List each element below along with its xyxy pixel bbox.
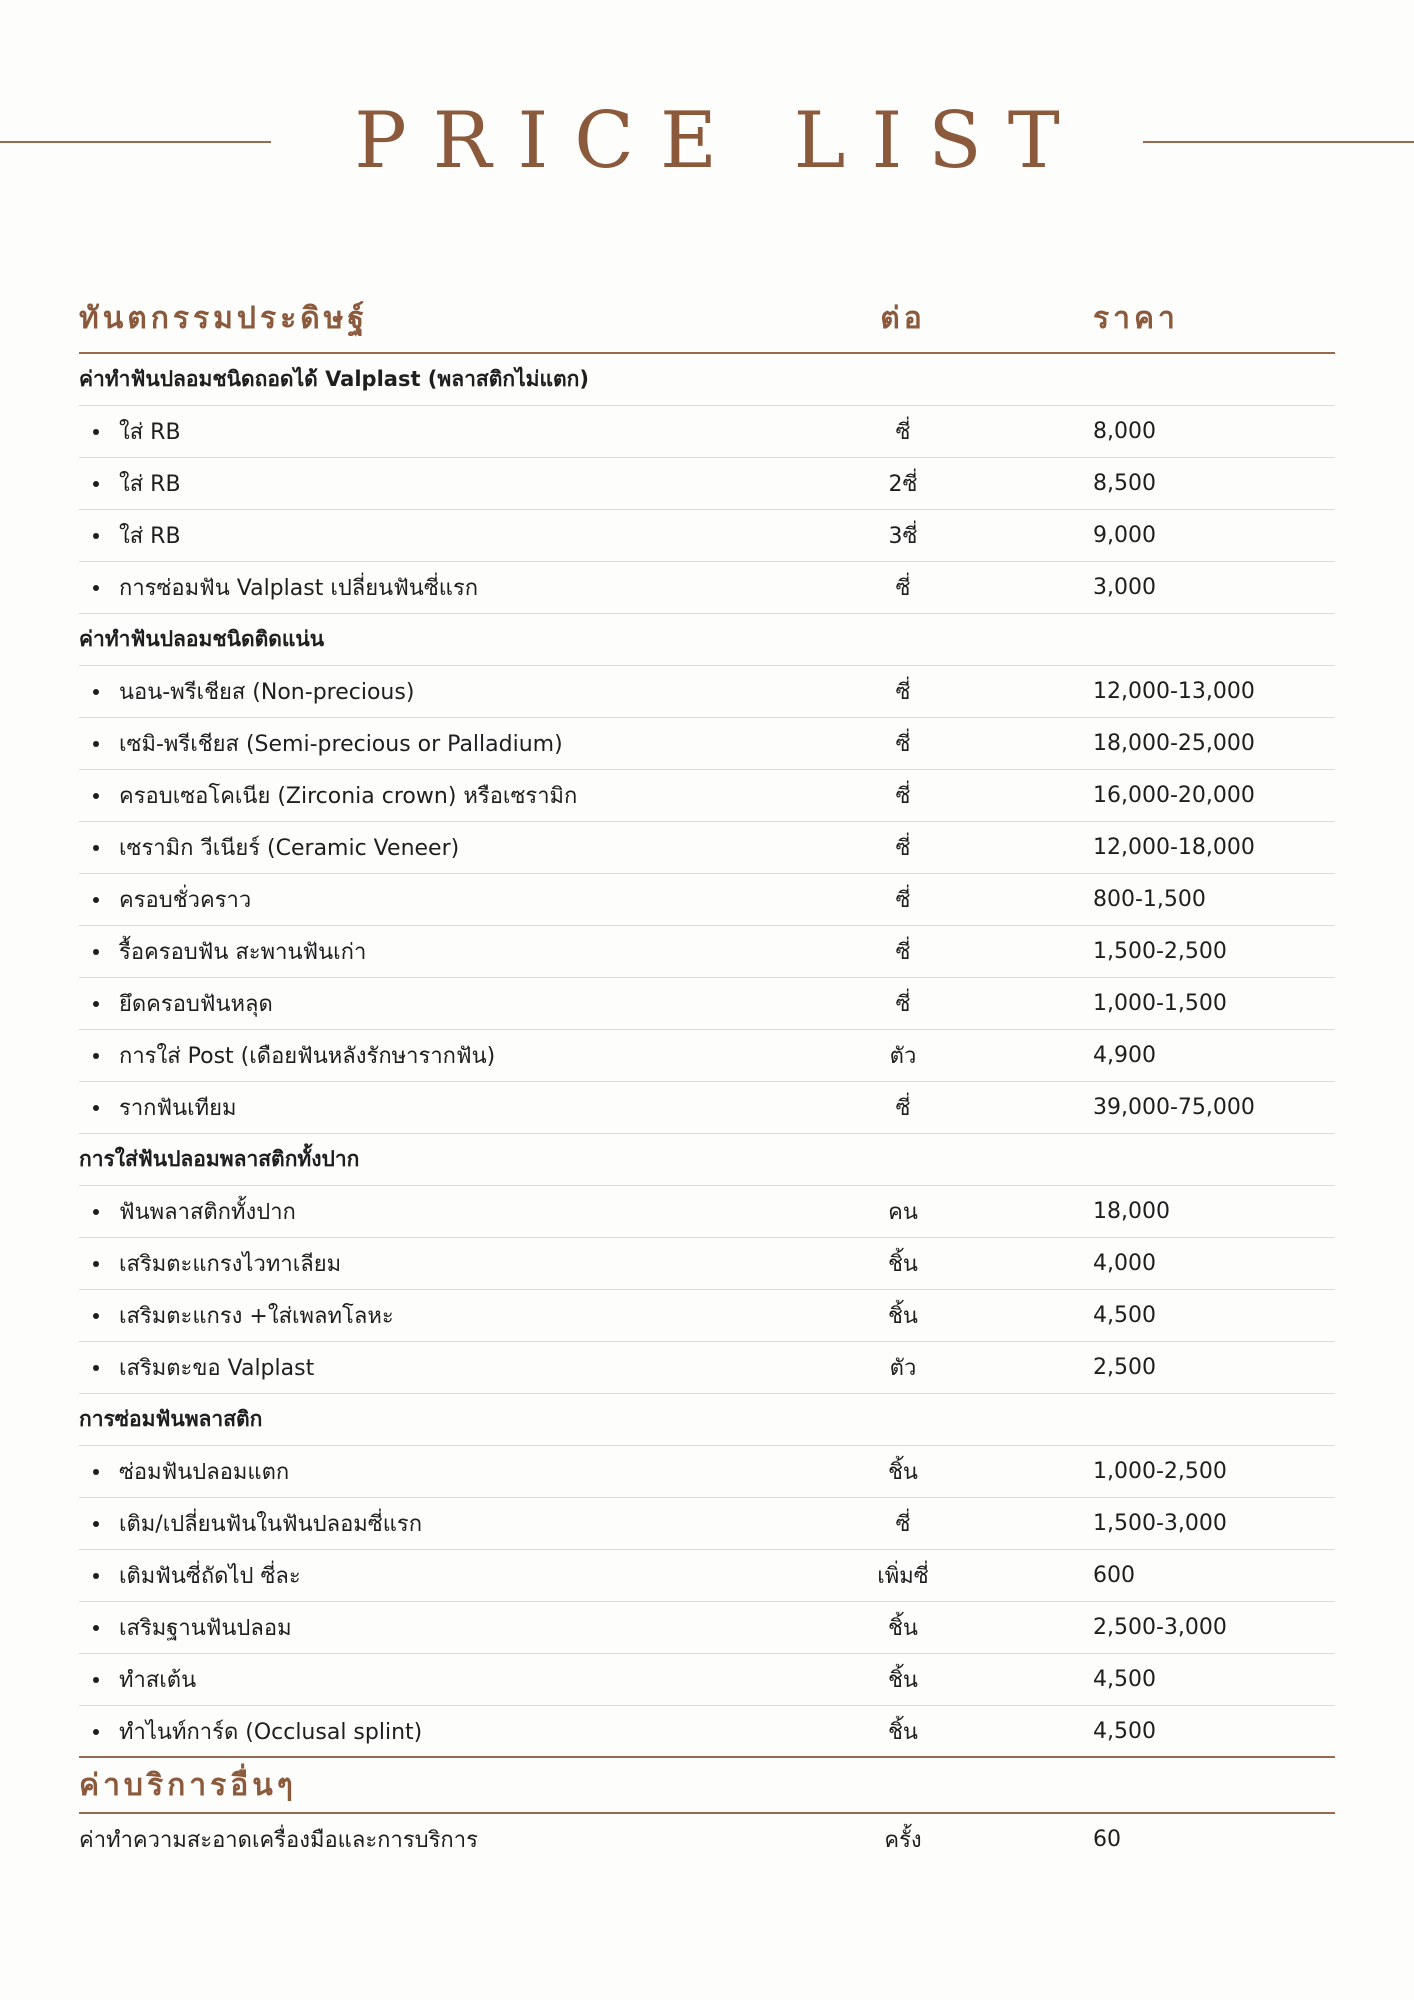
item-name: การซ่อมฟัน Valplast เปลี่ยนฟันซี่แรก [119, 576, 479, 601]
item-price: 4,500 [1093, 1303, 1156, 1328]
table-row [79, 1814, 1335, 1865]
bullet-icon [93, 1469, 99, 1475]
bullet-icon [93, 949, 99, 955]
item-name-cell [79, 1506, 839, 1541]
table-row [79, 1030, 1335, 1082]
section-title: การใส่ฟันปลอมพลาสติกทั้งปาก [79, 1147, 360, 1171]
table-row [79, 510, 1335, 562]
item-name-cell [79, 518, 839, 553]
table-row [79, 1654, 1335, 1706]
item-price: 1,500-3,000 [1093, 1511, 1227, 1536]
bullet-icon [93, 1521, 99, 1527]
item-unit: ชิ้น [888, 1720, 918, 1745]
item-unit: 2ซี่ [888, 472, 918, 497]
item-name: รากฟันเทียม [119, 1096, 237, 1121]
item-price: 2,500-3,000 [1093, 1615, 1227, 1640]
item-name-cell [79, 1610, 839, 1645]
item-name: ทำไนท์การ์ด (Occlusal splint) [119, 1720, 423, 1745]
bullet-icon [93, 845, 99, 851]
item-name: เสริมตะขอ Valplast [119, 1356, 315, 1381]
bullet-icon [93, 1209, 99, 1215]
table-row [79, 1706, 1335, 1757]
item-unit: ซี่ [895, 1096, 911, 1121]
item-name-cell [79, 1350, 839, 1385]
section-heading [79, 614, 1335, 666]
bullet-icon [93, 897, 99, 903]
item-name: เซมิ-พรีเชียส (Semi-precious or Palladium) [119, 732, 563, 757]
item-price: 4,900 [1093, 1043, 1156, 1068]
item-unit: ซี่ [895, 732, 911, 757]
item-price: 4,000 [1093, 1251, 1156, 1276]
item-unit: ชิ้น [888, 1460, 918, 1485]
item-name: ครอบชั่วคราว [119, 888, 252, 913]
item-unit: ซี่ [895, 1512, 911, 1537]
item-name-cell [79, 1298, 839, 1333]
other-services-heading [79, 1756, 1335, 1814]
bullet-icon [93, 1729, 99, 1735]
section-heading [79, 1134, 1335, 1186]
item-name: ค่าทำความสะอาดเครื่องมือและการบริการ [79, 1828, 478, 1853]
item-name-cell [79, 934, 839, 969]
item-name: ยึดครอบฟันหลุด [119, 992, 273, 1017]
table-row [79, 1602, 1335, 1654]
table-row [79, 978, 1335, 1030]
item-unit: ตัว [889, 1356, 917, 1381]
item-price: 18,000 [1093, 1199, 1170, 1224]
bullet-icon [93, 1313, 99, 1319]
bullet-icon [93, 1677, 99, 1683]
item-price: 4,500 [1093, 1667, 1156, 1692]
item-name-cell [79, 466, 839, 501]
bullet-icon [93, 1625, 99, 1631]
item-name-cell [79, 1454, 839, 1489]
item-price: 1,000-2,500 [1093, 1459, 1227, 1484]
item-name-cell [79, 1246, 839, 1281]
item-unit: ซี่ [895, 784, 911, 809]
bullet-icon [93, 585, 99, 591]
item-unit: ซี่ [895, 940, 911, 965]
item-name-cell [79, 1558, 839, 1593]
item-name-cell [79, 570, 839, 605]
item-name: ซ่อมฟันปลอมแตก [119, 1460, 290, 1485]
item-price: 39,000-75,000 [1093, 1095, 1255, 1120]
section-title: การซ่อมฟันพลาสติก [79, 1407, 263, 1431]
item-name: การใส่ Post (เดือยฟันหลังรักษารากฟัน) [119, 1044, 496, 1069]
item-unit: 3ซี่ [888, 524, 918, 549]
item-unit: ชิ้น [888, 1252, 918, 1277]
item-unit: ซี่ [895, 992, 911, 1017]
item-name: เติมฟันซี่ถัดไป ซี่ละ [119, 1564, 301, 1589]
item-price: 4,500 [1093, 1719, 1156, 1744]
item-unit: ซี่ [895, 680, 911, 705]
item-price: 2,500 [1093, 1355, 1156, 1380]
bullet-icon [93, 1001, 99, 1007]
item-name-cell [79, 778, 839, 813]
section-title: ค่าทำฟันปลอมชนิดถอดได้ Valplast (พลาสติกไม่แตก) [79, 367, 589, 391]
table-row [79, 926, 1335, 978]
item-name: เซรามิก วีเนียร์ (Ceramic Veneer) [119, 836, 460, 861]
item-name: ฟันพลาสติกทั้งปาก [119, 1200, 296, 1225]
table-row [79, 666, 1335, 718]
item-name-cell [79, 830, 839, 865]
table-row [79, 1238, 1335, 1290]
table-row [79, 1290, 1335, 1342]
item-name-cell [79, 1714, 839, 1749]
item-unit: ซี่ [895, 420, 911, 445]
item-unit: ชิ้น [888, 1304, 918, 1329]
item-name-cell [79, 882, 839, 917]
other-services-list [79, 1814, 1335, 1865]
bullet-icon [93, 481, 99, 487]
bullet-icon [93, 1365, 99, 1371]
item-name: ทำสเต้น [119, 1668, 197, 1693]
bullet-icon [93, 793, 99, 799]
item-price: 12,000-13,000 [1093, 679, 1255, 704]
table-row [79, 1550, 1335, 1602]
item-unit: ครั้ง [884, 1828, 922, 1853]
item-name-cell [79, 1194, 839, 1229]
bullet-icon [93, 533, 99, 539]
item-price: 9,000 [1093, 523, 1156, 548]
bullet-icon [93, 429, 99, 435]
header-name: ทันตกรรมประดิษฐ์ [79, 300, 369, 336]
bullet-icon [93, 1261, 99, 1267]
price-table [79, 284, 1335, 1865]
item-name: นอน-พรีเชียส (Non-precious) [119, 680, 415, 705]
item-unit: เพิ่มซี่ [877, 1564, 929, 1589]
item-unit: คน [888, 1200, 918, 1225]
item-unit: ซี่ [895, 836, 911, 861]
table-row [79, 1082, 1335, 1134]
item-price: 12,000-18,000 [1093, 835, 1255, 860]
item-name: ใส่ RB [119, 420, 181, 445]
other-services-title: ค่าบริการอื่นๆ [79, 1767, 297, 1803]
table-row [79, 1342, 1335, 1394]
section-title: ค่าทำฟันปลอมชนิดติดแน่น [79, 627, 325, 651]
item-name-cell [79, 674, 839, 709]
item-name: รื้อครอบฟัน สะพานฟันเก่า [119, 940, 367, 965]
item-price: 8,000 [1093, 419, 1156, 444]
item-name: เติม/เปลี่ยนฟันในฟันปลอมซี่แรก [119, 1512, 423, 1537]
header-price: ราคา [1093, 300, 1179, 336]
item-unit: ซี่ [895, 576, 911, 601]
page-title: PRICE LIST [354, 96, 1086, 186]
item-price: 8,500 [1093, 471, 1156, 496]
item-name-cell [79, 1822, 839, 1857]
table-row [79, 1498, 1335, 1550]
bullet-icon [93, 1105, 99, 1111]
item-price: 3,000 [1093, 575, 1156, 600]
item-name-cell [79, 1662, 839, 1697]
bullet-icon [93, 1053, 99, 1059]
item-name: ใส่ RB [119, 524, 181, 549]
table-row [79, 562, 1335, 614]
item-name-cell [79, 986, 839, 1021]
table-row [79, 1446, 1335, 1498]
item-unit: ซี่ [895, 888, 911, 913]
table-header [79, 284, 1335, 354]
item-price: 600 [1093, 1563, 1135, 1588]
section-heading [79, 1394, 1335, 1446]
item-name: เสริมตะแกรง +ใส่เพลทโลหะ [119, 1304, 394, 1329]
bullet-icon [93, 689, 99, 695]
item-unit: ตัว [889, 1044, 917, 1069]
item-name: ครอบเซอโคเนีย (Zirconia crown) หรือเซรามิก [119, 784, 578, 809]
item-unit: ชิ้น [888, 1668, 918, 1693]
item-price: 1,000-1,500 [1093, 991, 1227, 1016]
item-price: 16,000-20,000 [1093, 783, 1255, 808]
item-price: 800-1,500 [1093, 887, 1206, 912]
table-row [79, 770, 1335, 822]
bullet-icon [93, 1573, 99, 1579]
table-row [79, 458, 1335, 510]
item-unit: ชิ้น [888, 1616, 918, 1641]
table-row [79, 822, 1335, 874]
item-name: เสริมฐานฟันปลอม [119, 1616, 292, 1641]
item-name-cell [79, 414, 839, 449]
item-name-cell [79, 1038, 839, 1073]
price-sections [79, 354, 1335, 1757]
table-row [79, 406, 1335, 458]
item-name-cell [79, 1090, 839, 1125]
item-name-cell [79, 726, 839, 761]
table-row [79, 718, 1335, 770]
item-name: ใส่ RB [119, 472, 181, 497]
item-price: 1,500-2,500 [1093, 939, 1227, 964]
table-row [79, 874, 1335, 926]
item-name: เสริมตะแกรงไวทาเลียม [119, 1252, 342, 1277]
section-heading [79, 354, 1335, 406]
header-unit: ต่อ [880, 300, 926, 336]
item-price: 18,000-25,000 [1093, 731, 1255, 756]
item-price: 60 [1093, 1827, 1121, 1852]
bullet-icon [93, 741, 99, 747]
table-row [79, 1186, 1335, 1238]
